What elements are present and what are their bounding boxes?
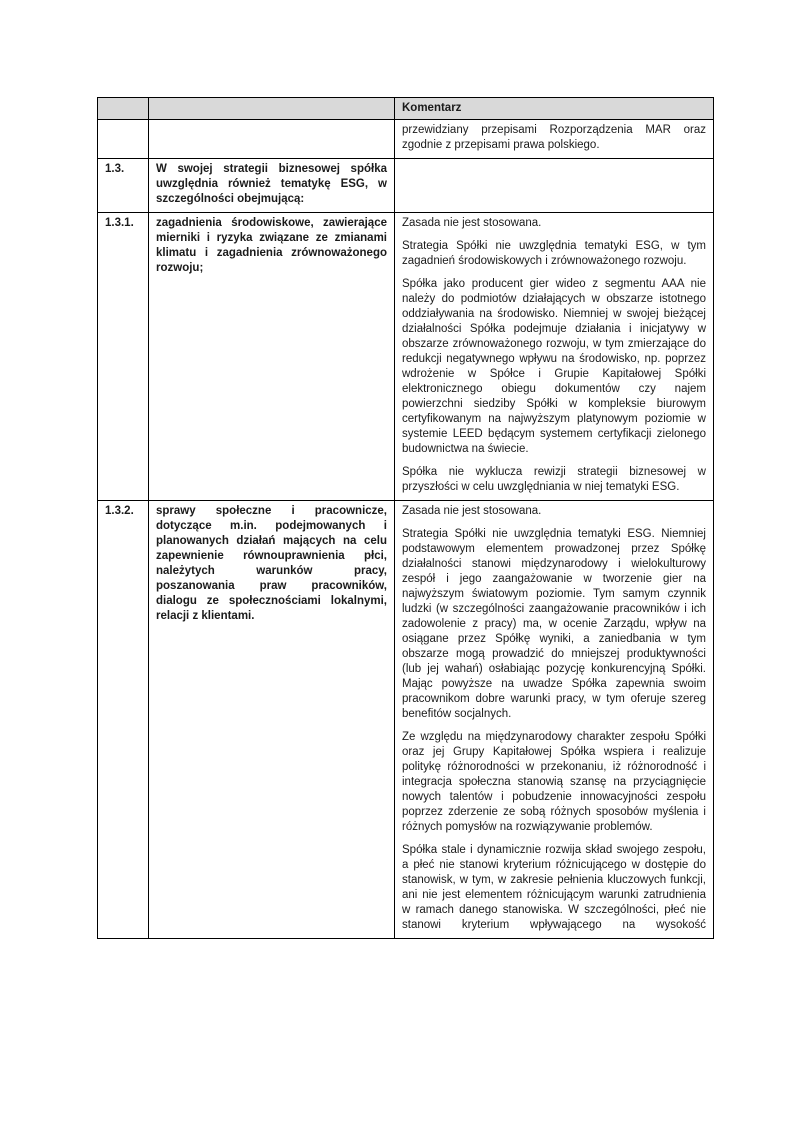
header-cell-principle: [149, 98, 395, 120]
comment-paragraph: Spółka jako producent gier wideo z segmentu AAA nie należy do podmiotów działających w obszarze istotnego oddziaływania na środowisko. Niemniej w swojej bieżącej działalności Spółka podejmuje działania i inicjatywy w obszarze zrównoważonego rozwoju, w tym zmierzające do redukcji negatywnego wpływu na środowisko, np. poprzez wdrożenie w Spółce i Grupie Kapitałowej Spółki elektronicznego obiegu dokumentów czy najem powierzchni siedziby Spółki w kompleksie biurowym certyfikowanym na najwyższym platynowym poziomie w systemie LEED będącym systemem certyfikacji zielonego budownictwa na świecie.: [402, 278, 706, 455]
principle-text: W swojej strategii biznesowej spółka uwzględnia również tematykę ESG, w szczególności obejmującą:: [156, 163, 387, 205]
table-row: [98, 120, 714, 159]
cell-comment: [395, 120, 714, 159]
table-body: [98, 120, 714, 939]
table-header: [98, 98, 714, 120]
header-cell-number: [98, 98, 149, 120]
cell-number: [98, 120, 149, 159]
table-row: [98, 159, 714, 213]
cell-number: 1.3.2.: [98, 501, 149, 939]
principle-text: zagadnienia środowiskowe, zawierające mierniki i ryzyka związane ze zmianami klimatu i zagadnienia zrównoważonego rozwoju;: [156, 217, 387, 274]
cell-principle: [149, 159, 395, 213]
table-row: [98, 213, 714, 501]
cell-comment: [395, 159, 714, 213]
comment-paragraph: Spółka nie wyklucza rewizji strategii biznesowej w przyszłości w celu uwzględniania w niej tematyki ESG.: [402, 466, 706, 493]
comment-paragraph: Strategia Spółki nie uwzględnia tematyki ESG, w tym zagadnień środowiskowych i zrównoważonego rozwoju.: [402, 240, 706, 267]
comment-paragraph: Strategia Spółki nie uwzględnia tematyki ESG. Niemniej podstawowym elementem prowadzonej przez Spółkę działalności stanowi międzynarodowy i wielokulturowy zespół i jego zaangażowanie w tworzenie gier na najwyższym światowym poziomie. Tym samym czynnik ludzki (w szczególności zaangażowanie pracowników i ich zadowolenie z pracy) ma, w ocenie Zarządu, wpływ na osiągane przez Spółkę wyniki, a zaniedbania w tym obszarze mogą prowadzić do mniejszej produktywności (lub jej wahań) osłabiając pozycję konkurencyjną Spółki. Mając powyższe na uwadze Spółka zapewnia swoim pracownikom dobre warunki pracy, w tym oferuje szereg benefitów socjalnych.: [402, 528, 706, 720]
comment-paragraph: przewidziany przepisami Rozporządzenia MAR oraz zgodnie z przepisami prawa polskiego.: [402, 124, 706, 151]
table-row: [98, 501, 714, 939]
comment-paragraph: Zasada nie jest stosowana.: [402, 505, 542, 517]
header-cell-comment: Komentarz: [395, 98, 714, 120]
cell-principle: [149, 213, 395, 501]
comment-paragraph: Zasada nie jest stosowana.: [402, 217, 542, 229]
principle-text: sprawy społeczne i pracownicze, dotyczące m.in. podejmowanych i planowanych działań mających na celu zapewnienie równouprawnienia płci, należytych warunków pracy, poszanowania praw pracowników, dialogu ze społecznościami lokalnymi, relacji z klientami.: [156, 505, 387, 622]
cell-number: 1.3.: [98, 159, 149, 213]
cell-principle: [149, 501, 395, 939]
cell-number: 1.3.1.: [98, 213, 149, 501]
comment-paragraph: Spółka stale i dynamicznie rozwija skład swojego zespołu, a płeć nie stanowi kryterium różnicującego w dostępie do stanowisk, w tym, w zakresie pełnienia kluczowych funkcji, ani nie jest elementem różnicującym warunki zatrudnienia w ramach danego stanowiska. W szczególności, płeć nie stanowi kryterium wpływającego na wysokość: [402, 844, 706, 931]
cell-comment: [395, 501, 714, 939]
cell-principle: [149, 120, 395, 159]
comment-paragraph: Ze względu na międzynarodowy charakter zespołu Spółki oraz jej Grupy Kapitałowej Spółka wspiera i realizuje politykę różnorodności w przekonaniu, iż różnorodność i integracja społeczna stanowią szansę na przyciągnięcie nowych talentów i pobudzenie innowacyjności zespołu poprzez zderzenie ze sobą różnych sposobów myślenia i różnych pomysłów na rozwiązywanie problemów.: [402, 731, 706, 833]
compliance-table: [97, 97, 714, 939]
header-row: [98, 98, 714, 120]
cell-comment: [395, 213, 714, 501]
